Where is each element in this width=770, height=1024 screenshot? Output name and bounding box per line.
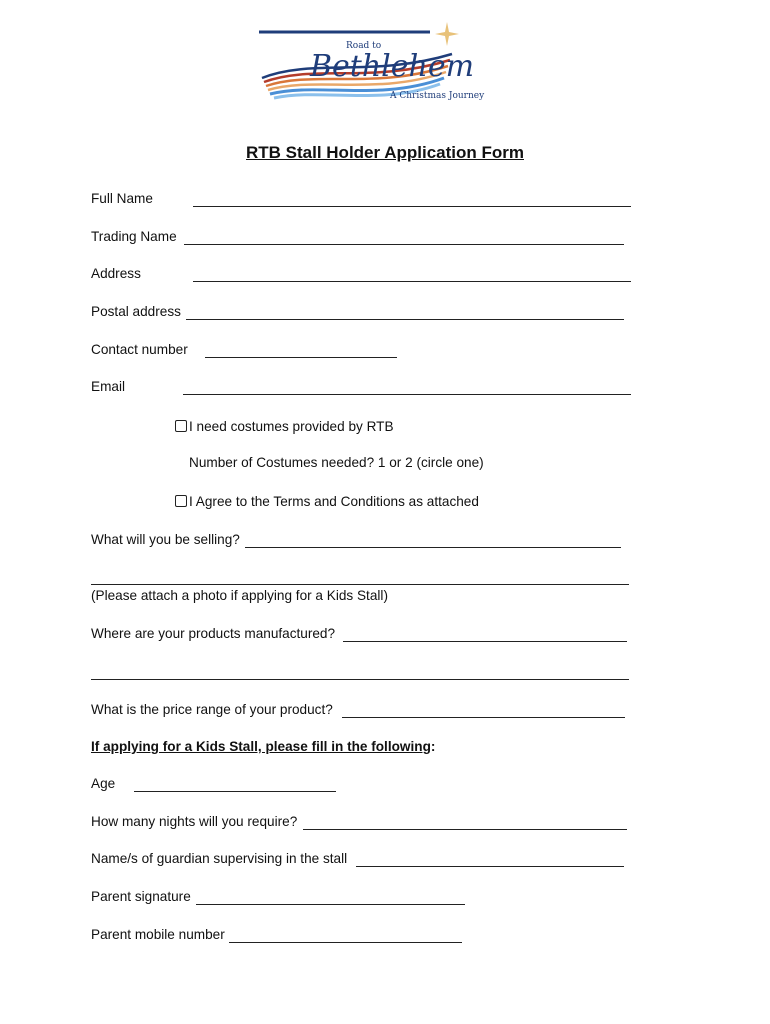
age-label: Age xyxy=(91,776,116,791)
price-range-label: What is the price range of your product? xyxy=(91,702,333,717)
terms-label: I Agree to the Terms and Conditions as attached xyxy=(189,494,479,509)
manufactured-field-line2[interactable] xyxy=(91,679,629,680)
terms-checkbox[interactable] xyxy=(175,495,187,507)
parent-signature-label: Parent signature xyxy=(91,889,191,904)
trading-name-field[interactable] xyxy=(184,244,624,245)
full-name-field[interactable] xyxy=(193,206,631,207)
age-field[interactable] xyxy=(134,791,336,792)
logo-graphic xyxy=(252,18,485,106)
price-range-field[interactable] xyxy=(342,717,625,718)
address-field[interactable] xyxy=(193,281,631,282)
logo-road-to: Road to xyxy=(346,41,382,51)
kids-stall-heading xyxy=(91,739,435,755)
road-to-bethlehem-logo xyxy=(252,18,485,106)
contact-number-label: Contact number xyxy=(91,342,188,357)
guardian-label: Name/s of guardian supervising in the stall xyxy=(91,851,348,866)
form-title: RTB Stall Holder Application Form xyxy=(246,143,524,162)
parent-signature-field[interactable] xyxy=(196,904,465,905)
email-field[interactable] xyxy=(183,394,631,395)
manufactured-label: Where are your products manufactured? xyxy=(91,626,336,641)
kids-stall-heading-text: If applying for a Kids Stall, please fill in the following xyxy=(91,739,431,754)
trading-name-label: Trading Name xyxy=(91,229,177,244)
address-label: Address xyxy=(91,266,141,281)
logo-christmas-journey: A Christmas Journey xyxy=(390,91,485,101)
kids-stall-heading-colon: : xyxy=(430,739,436,754)
full-name-label: Full Name xyxy=(91,191,153,206)
costumes-checkbox[interactable] xyxy=(175,420,187,432)
logo-bethlehem: Bethlehem xyxy=(310,49,475,84)
postal-address-label: Postal address xyxy=(91,304,181,319)
nights-field[interactable] xyxy=(303,829,627,830)
photo-note: (Please attach a photo if applying for a Kids Stall) xyxy=(91,588,388,603)
selling-field-line2[interactable] xyxy=(91,584,629,585)
costumes-count-label: Number of Costumes needed? 1 or 2 (circle one) xyxy=(189,455,484,470)
nights-label: How many nights will you require? xyxy=(91,814,298,829)
manufactured-field[interactable] xyxy=(343,641,627,642)
selling-field[interactable] xyxy=(245,547,621,548)
guardian-field[interactable] xyxy=(356,866,624,867)
costumes-label: I need costumes provided by RTB xyxy=(189,419,394,434)
contact-number-field[interactable] xyxy=(205,357,397,358)
parent-mobile-field[interactable] xyxy=(229,942,462,943)
selling-label: What will you be selling? xyxy=(91,532,240,547)
email-label: Email xyxy=(91,379,125,394)
parent-mobile-label: Parent mobile number xyxy=(91,927,225,942)
postal-address-field[interactable] xyxy=(186,319,624,320)
